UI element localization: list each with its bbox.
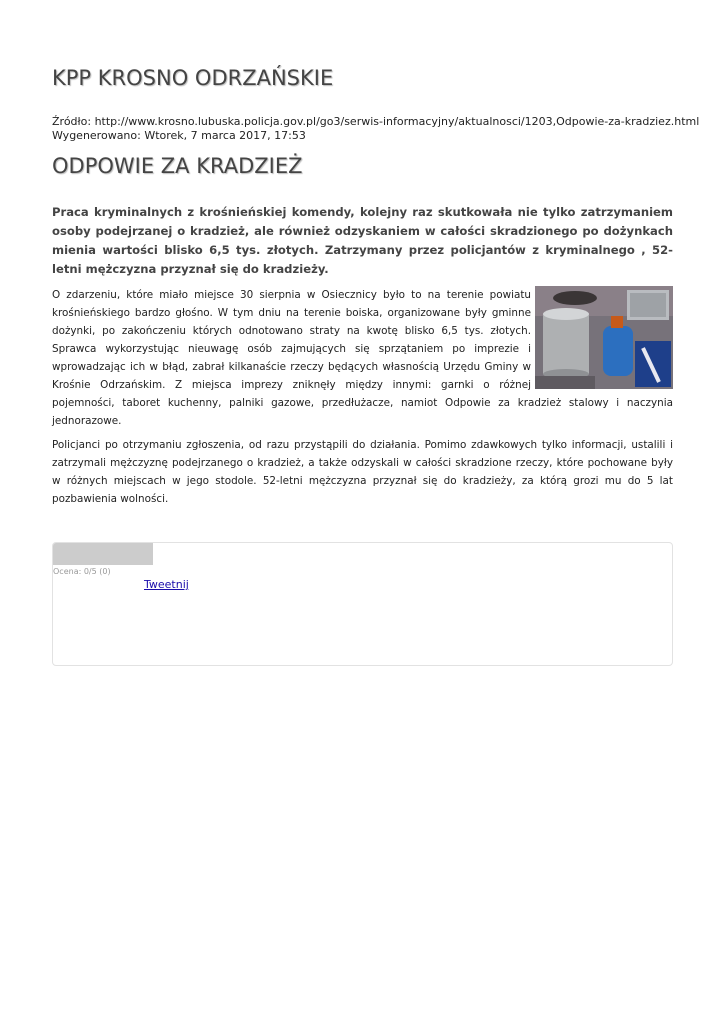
source-line: Źródło: http://www.krosno.lubuska.policja.gov.pl/go3/serwis-informacyjny/aktualnosci/1203,Odpowie-za-kradziez.html <box>52 115 700 128</box>
rating-label: Ocena: 0/5 (0) <box>53 567 111 576</box>
rating-panel <box>52 542 673 666</box>
paragraph-1-text: O zdarzeniu, które miało miejsce 30 sierpnia w Osiecznicy było to na terenie powiatu krośnieńskiego bardzo głośno. W tym dniu na terenie boiska, organizowane były gminne dożynki, po zakończeniu których odnotowano straty na kwotę blisko 6,5 tys. złotych. Sprawca wykorzystując nieuwagę osób zajmujących się sprzątaniem po imprezie i wprowadzając ich w błąd, zabrał kilkanaście rzeczy będących własnością Urzędu Gminy w Krośnie Odrzańskim. Z miejsca imprezy zniknęły między innymi: garnki o różnej pojemności, taboret kuchenny, palniki gazowe, przedłużacze, namiot <box>52 289 531 409</box>
photo-caption: Odpowie za kradzież <box>445 397 562 409</box>
article-photo <box>535 286 673 389</box>
rating-stars-bar[interactable] <box>53 543 153 565</box>
article-paragraph-2: Policjanci po otrzymaniu zgłoszenia, od razu przystąpili do działania. Pomimo zdawkowych tylko informacji, ustalili i zatrzymali mężczyznę podejrzanego o kradzież, a także odzyskali w całości skradzione rzeczy, które pochowane były w różnych miejscach w jego stodole. 52-letni mężczyzna przyznał się do kradzieży, za którą grozi mu do 5 lat pozbawienia wolności. <box>52 439 673 505</box>
paragraph-1-end: stalowy i naczynia jednorazowe. <box>52 397 673 427</box>
site-title: KPP KROSNO ODRZAŃSKIE <box>52 66 334 90</box>
tweet-link[interactable]: Tweetnij <box>144 578 189 591</box>
document-meta <box>52 115 700 143</box>
generated-line: Wygenerowano: Wtorek, 7 marca 2017, 17:53 <box>52 129 306 142</box>
article-lead: Praca kryminalnych z krośnieńskiej komendy, kolejny raz skutkowała nie tylko zatrzymaniem osoby podejrzanej o kradzież, ale również odzyskaniem w całości skradzionego po dożynkach mienia wartości blisko 6,5 tys. złotych. Zatrzymany przez policjantów z kryminalnego , 52- letni mężczyzna przyznał się do kradzieży. <box>52 205 673 276</box>
article-paragraph-1 <box>52 286 673 430</box>
article-title: ODPOWIE ZA KRADZIEŻ <box>52 154 303 178</box>
stolen-items-photo-icon <box>535 286 673 389</box>
